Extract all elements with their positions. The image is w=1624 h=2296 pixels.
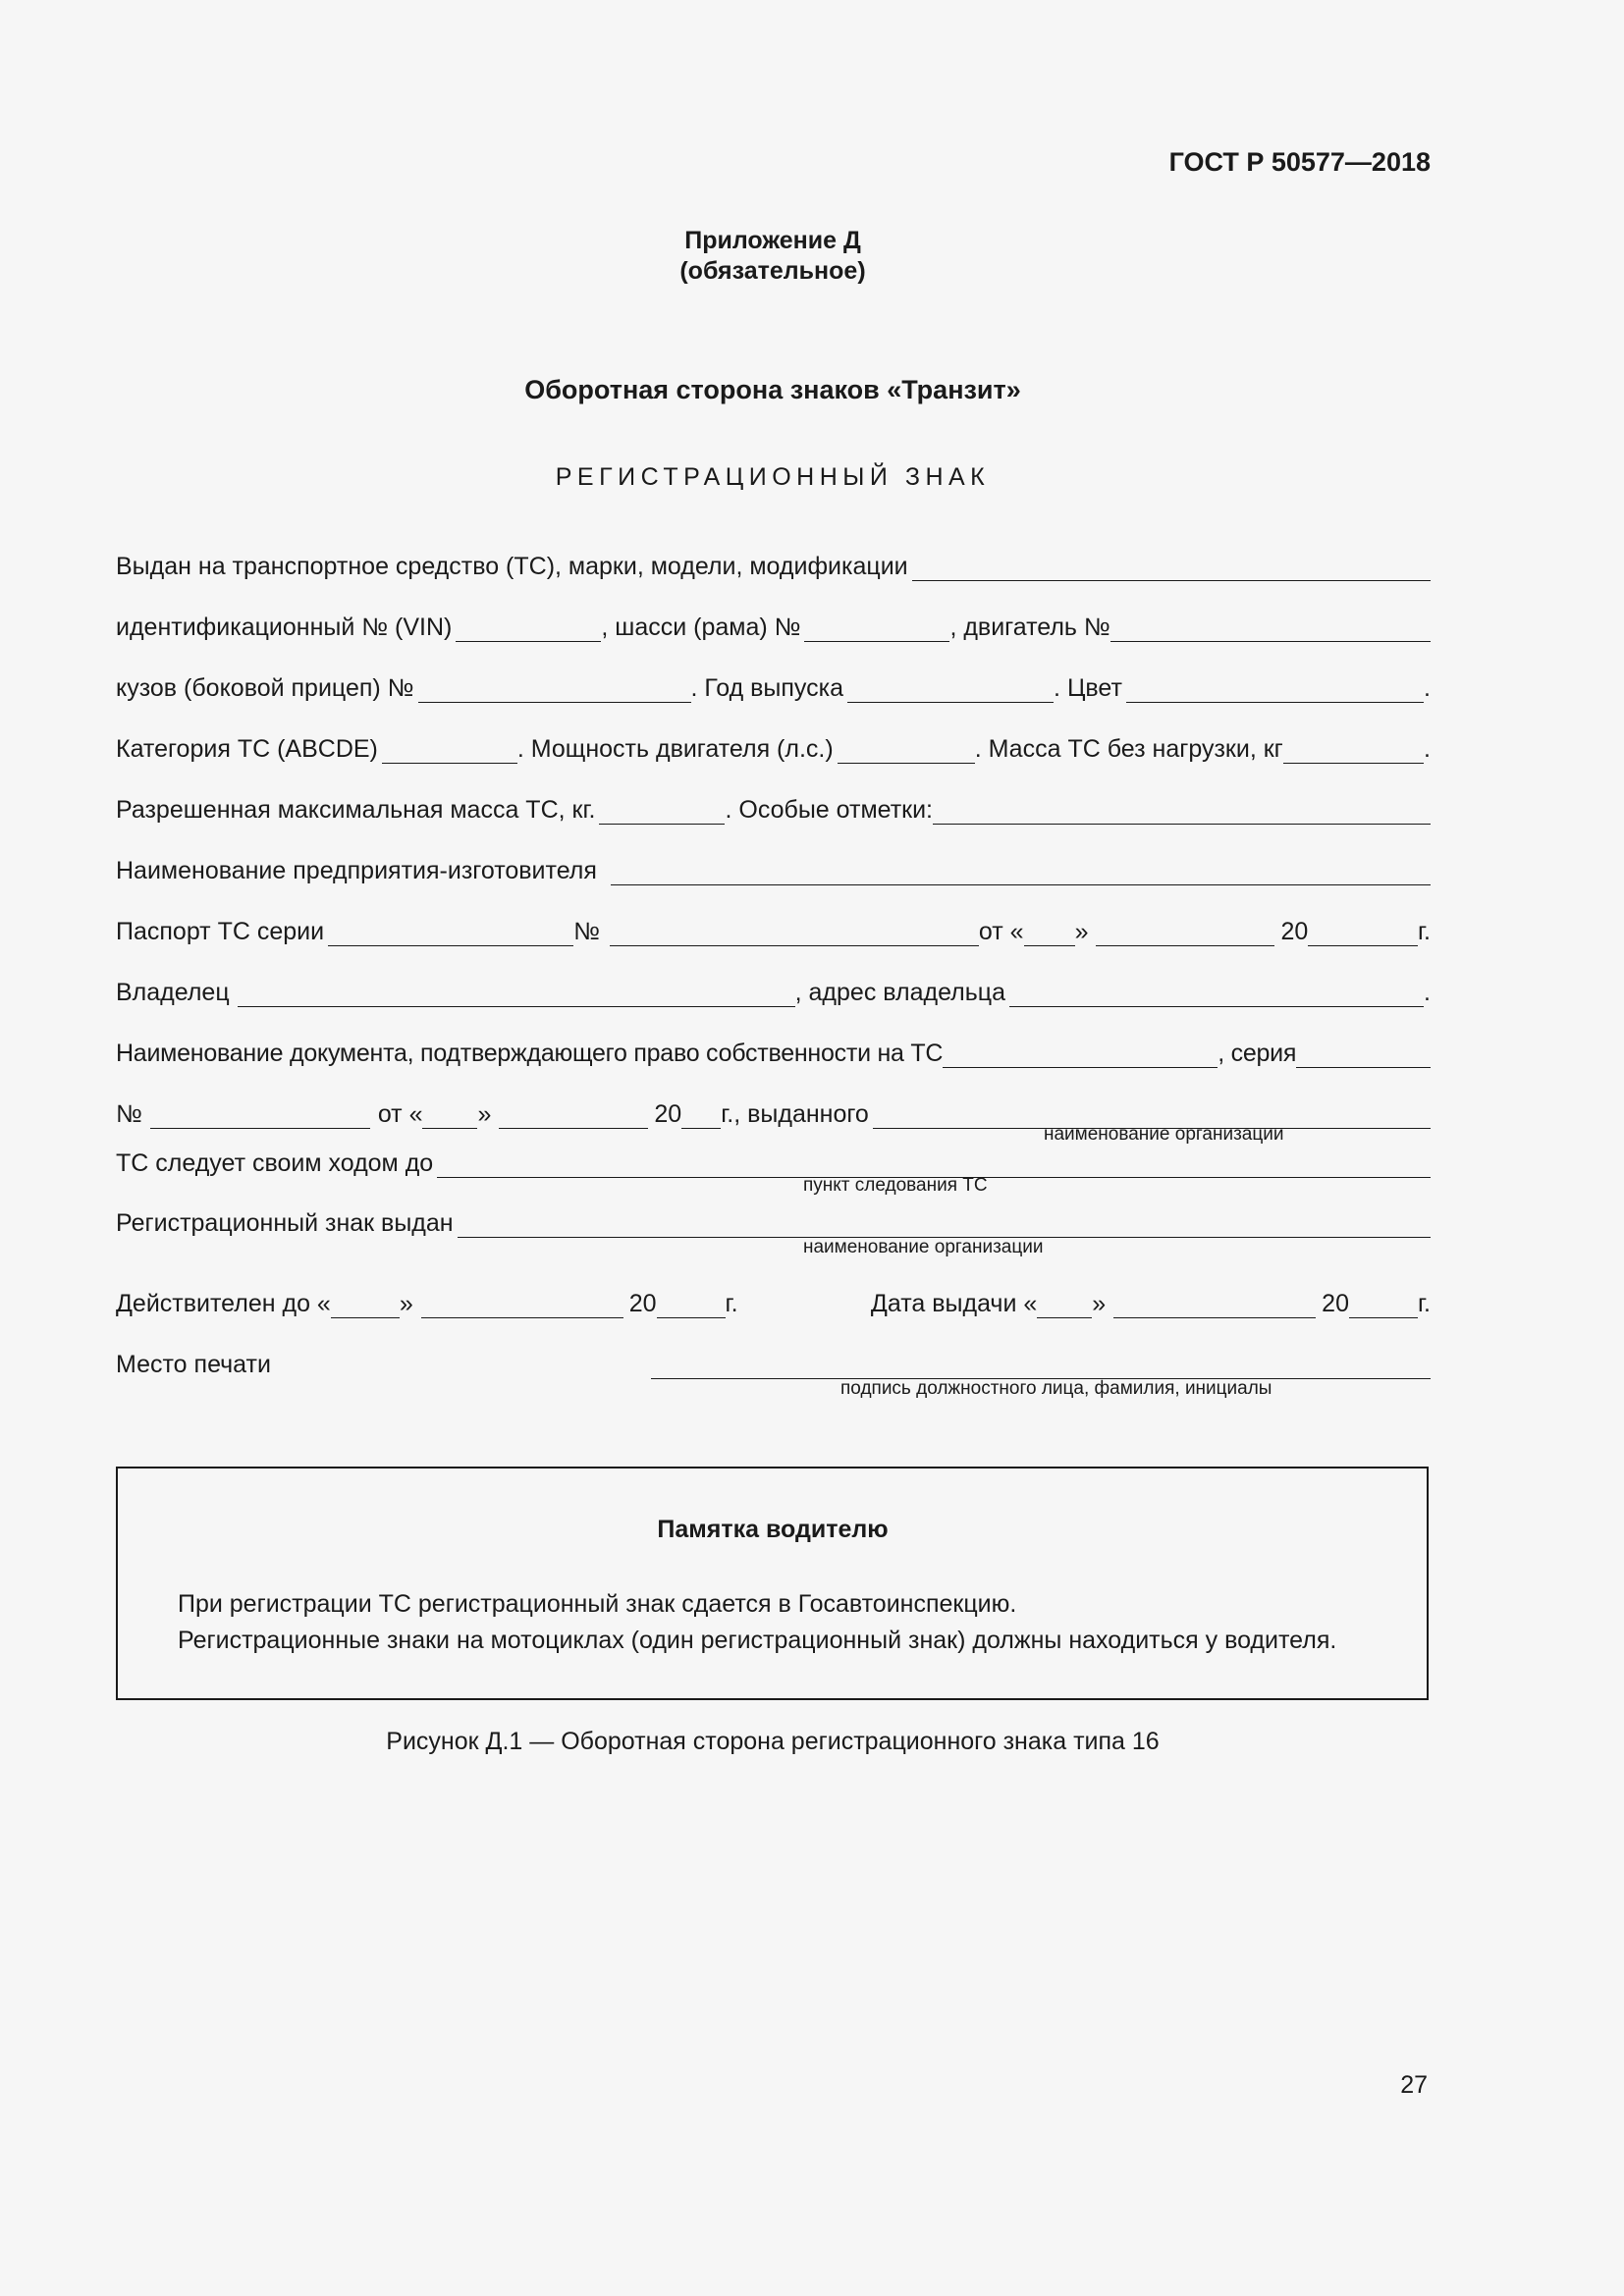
doc-number-field[interactable] [150, 1104, 370, 1129]
quote-close: » [1074, 918, 1089, 945]
document-code: ГОСТ Р 50577—2018 [1168, 147, 1431, 177]
label: идентификационный № (VIN) [116, 614, 453, 641]
form-row-issued-to [116, 552, 1431, 581]
label: Выдан на транспортное средство (ТС), марки, модели, модификации [116, 553, 908, 580]
label: кузов (боковой прицеп) № [116, 674, 414, 702]
label: . Особые отметки: [725, 796, 934, 824]
label: Паспорт ТС серии [116, 918, 325, 945]
signature-caption: подпись должностного лица, фамилия, инициалы [840, 1378, 1272, 1399]
label: Владелец [116, 979, 230, 1006]
period: . [1424, 674, 1431, 702]
valid-day-field[interactable] [331, 1294, 400, 1318]
label: Наименование предприятия-изготовителя [116, 857, 597, 884]
valid-month-field[interactable] [421, 1294, 623, 1318]
plate-issuer-caption: наименование организации [803, 1237, 1044, 1257]
label: . Год выпуска [690, 674, 844, 702]
issue-year-field[interactable] [1349, 1294, 1418, 1318]
form-row-ownership-doc [116, 1039, 1431, 1068]
quote-close: » [399, 1290, 413, 1317]
driver-note-title: Памятка водителю [657, 1516, 889, 1543]
form-row-body [116, 673, 1431, 703]
year-prefix: 20 [1322, 1290, 1349, 1317]
year-field[interactable] [847, 678, 1054, 703]
doc-month-field[interactable] [499, 1104, 648, 1129]
chassis-field[interactable] [804, 617, 949, 642]
form-row-validity [116, 1289, 1431, 1318]
color-field[interactable] [1126, 678, 1424, 703]
label: , двигатель № [949, 614, 1110, 641]
form-row-passport [116, 917, 1431, 946]
vehicle-make-field[interactable] [912, 557, 1431, 581]
category-field[interactable] [382, 739, 517, 764]
appendix-heading [0, 226, 1545, 287]
form-row-plate-issued [116, 1208, 1431, 1238]
year-suffix: г. [1417, 918, 1431, 945]
appendix-title: Приложение Д [684, 227, 861, 254]
driver-note-line-1: При регистрации ТС регистрационный знак сдается в Госавтоинспекцию. [178, 1590, 1017, 1618]
form-row-owner [116, 978, 1431, 1007]
year-prefix: 20 [628, 1290, 657, 1317]
year-prefix: 20 [1280, 918, 1309, 945]
number-sign: № [116, 1100, 142, 1128]
body-number-field[interactable] [418, 678, 691, 703]
figure-caption: Рисунок Д.1 — Оборотная сторона регистрационного знака типа 16 [386, 1728, 1160, 1755]
form-row-category [116, 734, 1431, 764]
ownership-series-field[interactable] [1296, 1043, 1431, 1068]
issue-month-field[interactable] [1113, 1294, 1316, 1318]
label: Категория ТС (ABCDE) [116, 735, 378, 763]
period: . [1424, 979, 1431, 1006]
owner-field[interactable] [238, 983, 795, 1007]
plate-issuer-field[interactable] [458, 1213, 1431, 1238]
label: Разрешенная максимальная масса ТС, кг. [116, 796, 596, 824]
appendix-status: (обязательное) [679, 257, 866, 285]
label: ТС следует своим ходом до [116, 1149, 434, 1177]
special-notes-field[interactable] [933, 800, 1431, 825]
form-heading: РЕГИСТРАЦИОННЫЙ ЗНАК [555, 463, 991, 491]
quote-close: » [477, 1100, 492, 1128]
valid-until-label: Действителен до « [116, 1290, 331, 1317]
year-prefix: 20 [654, 1100, 682, 1128]
doc-year-field[interactable] [681, 1104, 721, 1129]
label: Наименование документа, подтверждающего право собственности на ТС [116, 1040, 944, 1067]
engine-field[interactable] [1110, 617, 1431, 642]
engine-power-field[interactable] [838, 739, 975, 764]
passport-number-field[interactable] [610, 922, 979, 946]
signature-field[interactable] [651, 1355, 1431, 1379]
period: . [1424, 735, 1431, 763]
max-mass-field[interactable] [599, 800, 725, 825]
label: , шасси (рама) № [601, 614, 801, 641]
ownership-doc-field[interactable] [943, 1043, 1218, 1068]
page-title: Оборотная сторона знаков «Транзит» [524, 375, 1021, 404]
destination-caption: пункт следования ТС [803, 1175, 988, 1196]
label: г., выданного [721, 1100, 869, 1128]
passport-year-field[interactable] [1308, 922, 1418, 946]
form-row-stamp [116, 1350, 1431, 1379]
doc-day-field[interactable] [422, 1104, 477, 1129]
year-suffix: г. [725, 1290, 738, 1317]
owner-address-field[interactable] [1009, 983, 1424, 1007]
driver-note-box [116, 1467, 1429, 1700]
vin-field[interactable] [456, 617, 601, 642]
label: . Масса ТС без нагрузки, кг [974, 735, 1283, 763]
issue-day-field[interactable] [1037, 1294, 1092, 1318]
quote-close: » [1092, 1290, 1107, 1317]
driver-note-line-2: Регистрационные знаки на мотоциклах (один регистрационный знак) должны находиться у водителя. [178, 1627, 1337, 1654]
page-number: 27 [1400, 2071, 1428, 2099]
passport-series-field[interactable] [328, 922, 573, 946]
valid-year-field[interactable] [657, 1294, 726, 1318]
form-row-manufacturer [116, 856, 1431, 885]
passport-day-field[interactable] [1024, 922, 1075, 946]
year-suffix: г. [1417, 1290, 1431, 1317]
form-row-vin [116, 613, 1431, 642]
issue-date-label: Дата выдачи « [870, 1290, 1038, 1317]
label: , серия [1218, 1040, 1297, 1067]
issuer-caption: наименование организации [1044, 1124, 1284, 1145]
form-row-destination [116, 1148, 1431, 1178]
label: , адрес владельца [794, 979, 1005, 1006]
manufacturer-field[interactable] [611, 861, 1431, 885]
number-sign: № [573, 918, 600, 945]
stamp-label: Место печати [116, 1351, 271, 1378]
label: от « [978, 918, 1024, 945]
label: . Цвет [1054, 674, 1122, 702]
label: от « [377, 1100, 423, 1128]
label: Регистрационный знак выдан [116, 1209, 454, 1237]
form-row-max-mass [116, 795, 1431, 825]
passport-month-field[interactable] [1096, 922, 1274, 946]
unladen-mass-field[interactable] [1283, 739, 1424, 764]
label: . Мощность двигателя (л.с.) [516, 735, 834, 763]
